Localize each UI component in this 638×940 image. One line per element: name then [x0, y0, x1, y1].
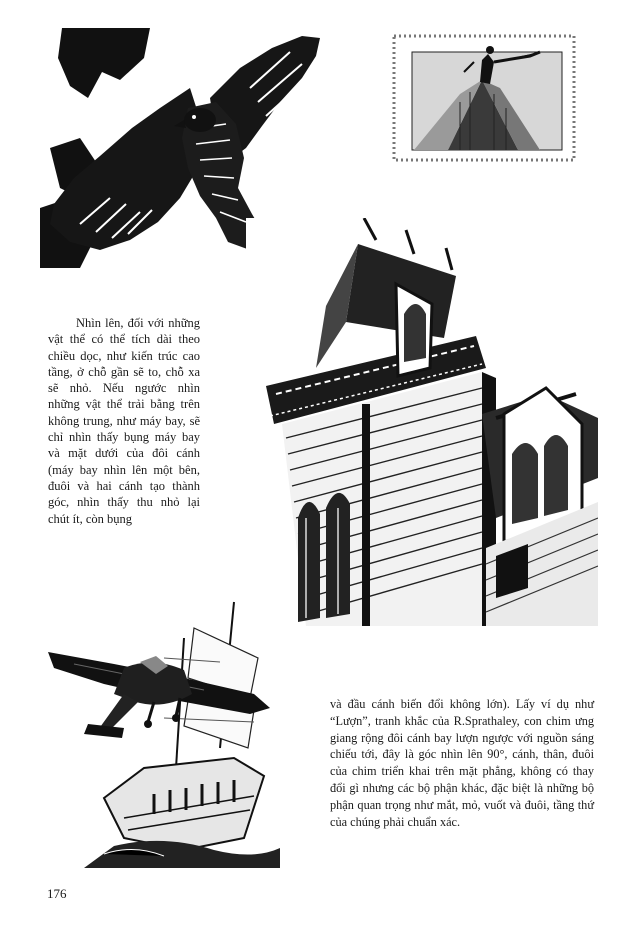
tower-photo: [390, 32, 578, 164]
page-number: 176: [47, 886, 67, 901]
building-illustration: [246, 218, 598, 626]
paragraph-left: Nhìn lên, đối với những vật thể có thể tích dài theo chiều dọc, như kiến trúc cao tầng, ở chỗ gần sẽ to, chỗ xa sẽ nhỏ. Nếu ngước nhìn những vật thể trải bằng trên không trung, như máy bay, sẽ chỉ nhìn thấy bụng máy bay và mặt dưới của đôi cánh (máy bay nhìn lên một bên, đuôi và hai cánh tạo thành góc, nhìn thấy thu nhỏ lại chút ít, còn bụng: [48, 316, 200, 526]
left-paragraph-column: [48, 315, 200, 527]
bottom-paragraph-column: [330, 696, 594, 830]
airplane-illustration: [44, 598, 280, 868]
paragraph-bottom: và đầu cánh biến đổi không lớn). Lấy ví dụ như “Lượn”, tranh khắc của R.Sprathaley, con chim ưng giang rộng đôi cánh bay lượn ngược với nguồn sáng chiếu tới, đây là góc nhìn lên 90°, cánh, thân, đuôi của chim triển khai trên mặt phẳng, không có thay đổi gì nhưng các bộ phận khác, đặc biệt là những bộ phận quan trọng như mắt, mỏ, vuốt và đuôi, tầng thứ của chúng phải chuẩn xác.: [330, 697, 594, 829]
